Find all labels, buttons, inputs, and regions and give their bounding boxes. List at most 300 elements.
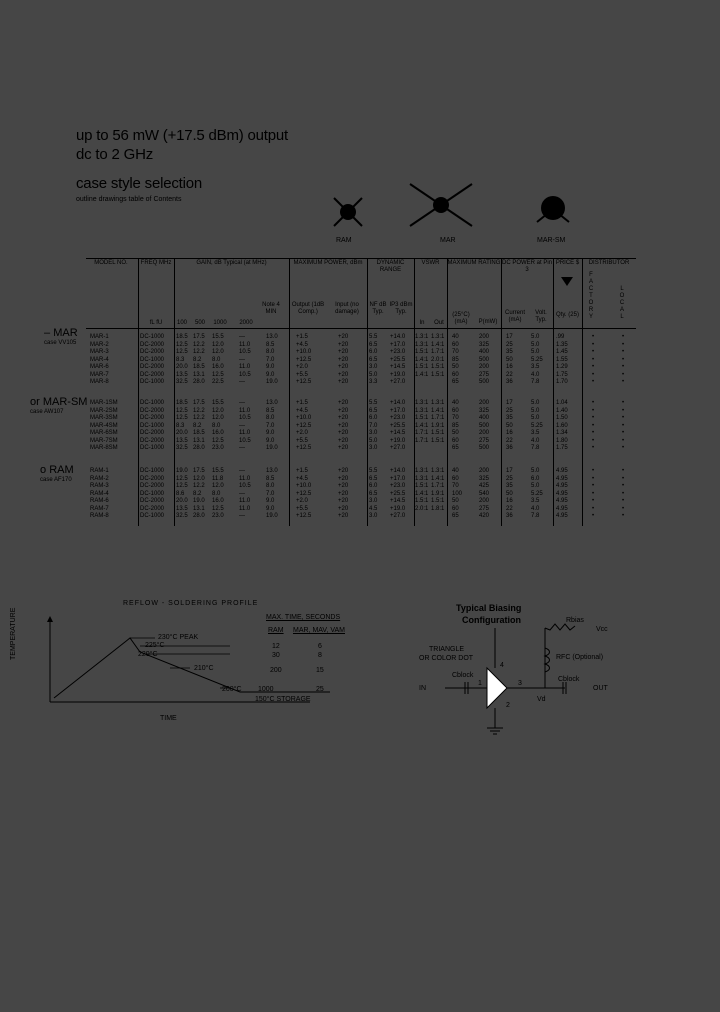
table-cell: 1.5:1 [431, 430, 445, 436]
table-cell: 17.5 [193, 400, 205, 406]
table-cell: 17 [506, 334, 513, 340]
table-cell: 7.8 [531, 513, 540, 519]
table-cell: MAR-1 [90, 334, 109, 340]
table-cell: 1.75 [556, 445, 568, 451]
bias-in: IN [419, 685, 426, 692]
table-cell: 6.5 [369, 356, 378, 363]
table-cell: 1.5:1 [415, 415, 429, 421]
header-dc: DC POWER at Pin 3 [501, 260, 552, 273]
table-cell: — [239, 445, 245, 451]
reflow-225: 225°C [145, 642, 165, 649]
table-cell: +20 [338, 371, 349, 378]
table-cell: 325 [479, 475, 490, 482]
reflow-220: 220°C [138, 651, 158, 658]
table-cell: +14.5 [390, 430, 406, 436]
table-cell: 7.0 [369, 422, 378, 429]
mar-sm-case-label: MAR-SM [537, 237, 566, 244]
table-cell: 1.7:1 [431, 483, 445, 489]
table-cell: 3.5 [531, 430, 540, 436]
table-cell: 4.5 [369, 505, 378, 512]
table-cell: 8.2 [193, 490, 202, 497]
table-cell: • [592, 505, 595, 512]
table-cell: 12.5 [176, 475, 188, 482]
table-cell: 17 [506, 468, 513, 474]
table-cell: 200 [479, 498, 490, 504]
table-cell: 1.35 [556, 341, 568, 348]
table-cell: 1.4:1 [415, 422, 429, 429]
table-cell: 40 [452, 400, 459, 406]
table-cell: — [239, 513, 245, 519]
table-cell: 19.0 [176, 468, 188, 474]
table-cell: +14.5 [390, 498, 406, 504]
table-cell: 16.0 [212, 364, 224, 370]
table-cell: +2.0 [296, 430, 308, 436]
table-cell: +17.0 [390, 407, 406, 414]
table-cell: 17 [506, 400, 513, 406]
table-cell: +12.5 [296, 356, 312, 363]
table-cell: 5.0 [369, 437, 378, 444]
table-cell: 5.0 [531, 468, 540, 474]
table-cell: 11.0 [239, 475, 251, 482]
col-divider [367, 258, 368, 526]
table-cell: 12.2 [193, 483, 205, 489]
table-cell: • [622, 371, 625, 378]
table-cell: — [239, 400, 245, 406]
table-cell: 540 [479, 490, 490, 497]
case-style-subtitle: outline drawings table of Contents [76, 196, 182, 203]
reflow-peak: 230°C PEAK [158, 634, 199, 641]
table-cell: • [592, 415, 595, 421]
table-cell: 1.4:1 [431, 475, 445, 482]
group-label-ram: o RAM [40, 464, 74, 476]
table-cell: • [592, 349, 595, 355]
table-cell: 275 [479, 505, 490, 512]
table-cell: +23.0 [390, 483, 406, 489]
table-cell: 275 [479, 437, 490, 444]
table-cell: 28.0 [193, 513, 205, 519]
col-divider [138, 258, 139, 526]
header-distributor: DISTRIBUTOR [588, 260, 630, 266]
table-cell: 60 [452, 437, 459, 444]
table-cell: 11.0 [239, 341, 251, 348]
table-cell: 35 [506, 483, 513, 489]
table-cell: — [239, 334, 245, 340]
table-cell: 4.95 [556, 475, 568, 482]
table-cell: +2.0 [296, 364, 308, 370]
table-cell: • [622, 341, 625, 348]
mar-case-label: MAR [440, 237, 456, 244]
bias-pin-2: 2 [506, 702, 510, 709]
table-cell: 18.5 [176, 334, 188, 340]
table-cell: 6.0 [369, 349, 378, 355]
table-cell: +12.5 [296, 513, 312, 519]
table-cell: • [592, 334, 595, 340]
table-cell: MAR-3 [90, 349, 109, 355]
reflow-row-1-ram: 12 [272, 643, 280, 650]
table-cell: 1.5:1 [415, 349, 429, 355]
table-cell: 23.0 [212, 445, 224, 451]
table-cell: 70 [452, 349, 459, 355]
table-cell: +27.0 [390, 513, 406, 519]
table-cell: — [239, 379, 245, 385]
table-cell: 70 [452, 483, 459, 489]
table-cell: 1.5:1 [431, 371, 445, 378]
bias-pin-4: 4 [500, 662, 504, 669]
table-cell: 8.0 [266, 415, 275, 421]
table-cell: 20.0 [176, 430, 188, 436]
bias-vd: Vd [537, 696, 546, 703]
table-cell: 32.5 [176, 513, 188, 519]
table-cell: 3.0 [369, 513, 378, 519]
header-freq: FREQ MHz [140, 260, 172, 266]
table-cell: RAM-4 [90, 490, 109, 497]
bias-color-dot: OR COLOR DOT [419, 655, 474, 662]
table-cell: 12.0 [212, 349, 224, 355]
table-cell: +20 [338, 379, 349, 385]
table-cell: 1.60 [556, 422, 568, 429]
table-cell: 13.5 [176, 371, 188, 378]
table-cell: • [622, 445, 625, 451]
bias-rfc: RFC (Optional) [556, 654, 604, 661]
table-cell: 12.5 [176, 349, 188, 355]
table-cell: 13.5 [176, 505, 188, 512]
table-cell: 1.3:1 [431, 334, 445, 340]
ram-case-icon [330, 194, 366, 230]
table-cell: +17.0 [390, 341, 406, 348]
header-gain-2000: 2000 [239, 320, 253, 326]
table-cell: RAM-7 [90, 505, 109, 512]
table-cell: 400 [479, 415, 490, 421]
header-maxrating: MAXIMUM RATING [447, 260, 501, 266]
table-cell: RAM-6 [90, 498, 109, 504]
table-cell: 18.5 [176, 400, 188, 406]
table-cell: +19.0 [390, 371, 406, 378]
table-cell: +20 [338, 505, 349, 512]
table-cell: MAR-7SM [90, 437, 118, 444]
table-cell: 50 [506, 356, 513, 363]
table-cell: 22 [506, 371, 513, 378]
table-cell: 8.2 [193, 422, 202, 429]
table-cell: 12.2 [193, 407, 205, 414]
table-cell: 5.5 [369, 334, 378, 340]
table-cell: DC-2000 [140, 371, 165, 378]
table-cell: 3.0 [369, 498, 378, 504]
table-cell: MAR-8SM [90, 445, 118, 451]
header-maxpower: MAXIMUM POWER, dBm [293, 260, 363, 266]
table-cell: DC-1000 [140, 400, 165, 406]
col-divider [553, 258, 554, 526]
table-cell: 3.0 [369, 364, 378, 370]
table-cell: MAR-3SM [90, 415, 118, 421]
table-cell: 4.0 [531, 505, 540, 512]
table-cell: 22 [506, 505, 513, 512]
table-cell: 1.3:1 [415, 400, 429, 406]
table-cell: • [622, 379, 625, 385]
table-cell: • [592, 483, 595, 489]
table-cell: +14.5 [390, 364, 406, 370]
table-cell: 8.0 [266, 349, 275, 355]
table-cell: 19.0 [193, 498, 205, 504]
table-cell: 13.1 [193, 371, 205, 378]
table-cell: 6.0 [369, 483, 378, 489]
table-cell: DC-2000 [140, 498, 165, 504]
header-gain-min: Note 4 MIN [262, 302, 280, 315]
table-cell: 9.0 [266, 498, 275, 504]
table-cell: • [592, 430, 595, 436]
table-cell: RAM-3 [90, 483, 109, 489]
header-nf: NF dB Typ. [369, 302, 387, 315]
table-cell: • [592, 400, 595, 406]
table-cell: 1.5:1 [415, 498, 429, 504]
mar-sm-case-icon [533, 192, 573, 228]
table-cell: +20 [338, 483, 349, 489]
table-cell: +23.0 [390, 415, 406, 421]
table-cell: 4.95 [556, 490, 568, 497]
table-cell: 20.0 [176, 498, 188, 504]
table-cell: +27.0 [390, 445, 406, 451]
table-cell: • [592, 445, 595, 451]
table-cell: +20 [338, 415, 349, 421]
table-cell: 3.0 [369, 430, 378, 436]
header-vswr-out: Out [434, 320, 444, 326]
table-cell: 200 [479, 334, 490, 340]
table-cell: 16 [506, 498, 513, 504]
table-cell: 60 [452, 505, 459, 512]
table-cell: 1.3:1 [415, 468, 429, 474]
table-cell: • [622, 437, 625, 444]
reflow-row-2-ram: 30 [272, 652, 280, 659]
bias-pin-1: 1 [478, 680, 482, 687]
table-cell: 12.2 [193, 349, 205, 355]
table-cell: • [622, 415, 625, 421]
table-cell: 5.25 [531, 422, 543, 429]
table-cell: +10.0 [296, 483, 312, 489]
table-cell: 28.0 [193, 445, 205, 451]
table-cell: 1.3:1 [415, 334, 429, 340]
reflow-xlabel: TIME [160, 715, 177, 722]
table-cell: DC-2000 [140, 483, 165, 489]
table-cell: 1.5:1 [431, 437, 445, 444]
table-cell: 100 [452, 490, 463, 497]
table-cell: 65 [452, 445, 459, 451]
table-cell: 36 [506, 513, 513, 519]
table-cell: DC-1000 [140, 490, 165, 497]
group-case-ram: case AF170 [40, 477, 72, 483]
table-cell: DC-2000 [140, 430, 165, 436]
table-cell: +17.0 [390, 475, 406, 482]
table-cell: 1.5:1 [415, 364, 429, 370]
table-cell: • [622, 475, 625, 482]
table-cell: 13.0 [266, 334, 278, 340]
table-cell: 1.5:1 [431, 364, 445, 370]
table-cell: 5.0 [531, 483, 540, 489]
table-cell: 23.0 [212, 513, 224, 519]
table-cell: 400 [479, 349, 490, 355]
group-case-mar: case VV105 [44, 340, 77, 346]
header-mr-mw: P(mW) [478, 319, 498, 325]
table-cell: 19.0 [266, 379, 278, 385]
header-qty: Qty. (25) [556, 312, 579, 318]
table-cell: 5.0 [531, 349, 540, 355]
table-cell: DC-2000 [140, 505, 165, 512]
table-cell: 60 [452, 407, 459, 414]
header-vswr: VSWR [421, 260, 440, 266]
table-cell: 1.3:1 [415, 475, 429, 482]
table-cell: +20 [338, 349, 349, 355]
table-cell: 6.5 [369, 407, 378, 414]
table-cell: • [592, 371, 595, 378]
table-cell: 65 [452, 379, 459, 385]
header-gain-100: 100 [176, 320, 187, 326]
table-cell: 8.5 [266, 407, 275, 414]
table-cell: +5.5 [296, 371, 308, 378]
table-cell: 1.3:1 [415, 341, 429, 348]
table-cell: 85 [452, 422, 459, 429]
table-cell: • [622, 483, 625, 489]
table-cell: • [592, 422, 595, 429]
ram-case-label: RAM [336, 237, 352, 244]
header-factory: FACTORY [588, 272, 594, 320]
header-dc-volt: Volt. Typ. [535, 310, 547, 323]
table-cell: +4.5 [296, 407, 308, 414]
table-cell: 1.75 [556, 371, 568, 378]
table-cell: 7.0 [266, 356, 275, 363]
table-cell: 7.8 [531, 445, 540, 451]
table-cell: • [592, 490, 595, 497]
table-cell: 1.04 [556, 400, 568, 406]
table-cell: — [239, 468, 245, 474]
table-cell: 19.0 [266, 445, 278, 451]
table-cell: 2.0:1 [415, 505, 429, 512]
reflow-210: 210°C [194, 665, 214, 672]
table-cell: • [592, 356, 595, 363]
table-cell: 8.5 [266, 475, 275, 482]
table-cell: RAM-8 [90, 513, 109, 519]
table-cell: 12.5 [176, 407, 188, 414]
table-cell: 20.0 [176, 364, 188, 370]
reflow-row-2-mar: 8 [318, 652, 322, 659]
header-gain-1000: 1000 [213, 320, 227, 326]
table-cell: 6.5 [369, 475, 378, 482]
table-cell: 13.0 [266, 468, 278, 474]
table-cell: 16 [506, 430, 513, 436]
table-cell: +20 [338, 400, 349, 406]
mar-case-icon [406, 180, 476, 230]
table-cell: +25.5 [390, 490, 406, 497]
table-cell: 25 [506, 407, 513, 414]
table-cell: +5.5 [296, 437, 308, 444]
table-cell: DC-2000 [140, 415, 165, 421]
table-cell: 13.0 [266, 400, 278, 406]
table-cell: 1.5:1 [415, 483, 429, 489]
table-cell: 70 [452, 415, 459, 421]
table-cell: 500 [479, 379, 490, 385]
table-cell: DC-2000 [140, 349, 165, 355]
table-cell: 50 [452, 498, 459, 504]
table-cell: 1.70 [556, 379, 568, 385]
col-divider [447, 258, 448, 526]
table-cell: 5.0 [531, 407, 540, 414]
reflow-title: REFLOW - SOLDERING PROFILE [123, 600, 259, 607]
bias-vcc: Vcc [596, 626, 608, 633]
table-cell: 12.5 [212, 505, 224, 512]
table-cell: • [592, 468, 595, 474]
table-cell: 10.5 [239, 483, 251, 489]
table-cell: DC-1000 [140, 513, 165, 519]
table-cell: +20 [338, 475, 349, 482]
table-cell: +14.0 [390, 468, 406, 474]
col-divider [582, 258, 583, 526]
table-cell: 6.5 [369, 490, 378, 497]
table-cell: +25.5 [390, 422, 406, 429]
table-cell: 200 [479, 468, 490, 474]
table-cell: 8.0 [266, 483, 275, 489]
table-cell: 50 [452, 430, 459, 436]
table-cell: 60 [452, 371, 459, 378]
table-cell: 17.5 [193, 334, 205, 340]
table-cell: • [592, 407, 595, 414]
table-cell: 9.0 [266, 430, 275, 436]
table-cell: 4.0 [531, 437, 540, 444]
table-cell: +20 [338, 356, 349, 363]
table-cell: 1.45 [556, 349, 568, 355]
table-cell: 500 [479, 422, 490, 429]
table-cell: +2.0 [296, 498, 308, 504]
table-cell: • [622, 356, 625, 363]
table-cell: 28.0 [193, 379, 205, 385]
table-cell: 18.5 [193, 364, 205, 370]
table-cell: 2.0:1 [431, 356, 445, 363]
table-cell: 12.2 [193, 341, 205, 348]
table-cell: 19.0 [266, 513, 278, 519]
table-cell: 12.0 [212, 341, 224, 348]
header-dc-current: Current (mA) [504, 310, 525, 323]
table-cell: 13.1 [193, 437, 205, 444]
reflow-row-3-mar: 15 [316, 667, 324, 674]
table-cell: MAR-4SM [90, 422, 118, 429]
table-cell: +27.0 [390, 379, 406, 385]
header-freq-sub: fL fU [149, 320, 163, 326]
table-cell: 12.5 [176, 483, 188, 489]
table-cell: — [239, 490, 245, 497]
table-cell: 10.5 [239, 371, 251, 378]
col-divider [501, 258, 502, 526]
table-cell: 1.8:1 [431, 505, 445, 512]
table-cell: DC-2000 [140, 341, 165, 348]
table-cell: 8.3 [176, 356, 185, 363]
table-cell: 1.4:1 [431, 407, 445, 414]
col-divider [289, 258, 290, 526]
table-cell: +12.5 [296, 422, 312, 429]
table-cell: DC-2000 [140, 407, 165, 414]
table-cell: 17.5 [193, 468, 205, 474]
table-cell: — [239, 422, 245, 429]
bias-title-1: Typical Biasing [456, 603, 522, 613]
table-cell: 4.95 [556, 498, 568, 504]
table-cell: +23.0 [390, 349, 406, 355]
table-cell: 36 [506, 379, 513, 385]
table-cell: 4.0 [531, 371, 540, 378]
table-cell: 1.3:1 [415, 407, 429, 414]
table-cell: • [592, 498, 595, 504]
table-cell: • [622, 468, 625, 474]
reflow-col-mar: MAR, MAV, VAM [293, 627, 345, 634]
table-cell: +20 [338, 445, 349, 451]
bias-title-2: Configuration [462, 615, 521, 625]
table-cell: 50 [452, 364, 459, 370]
table-cell: 4.95 [556, 505, 568, 512]
table-cell: 275 [479, 371, 490, 378]
